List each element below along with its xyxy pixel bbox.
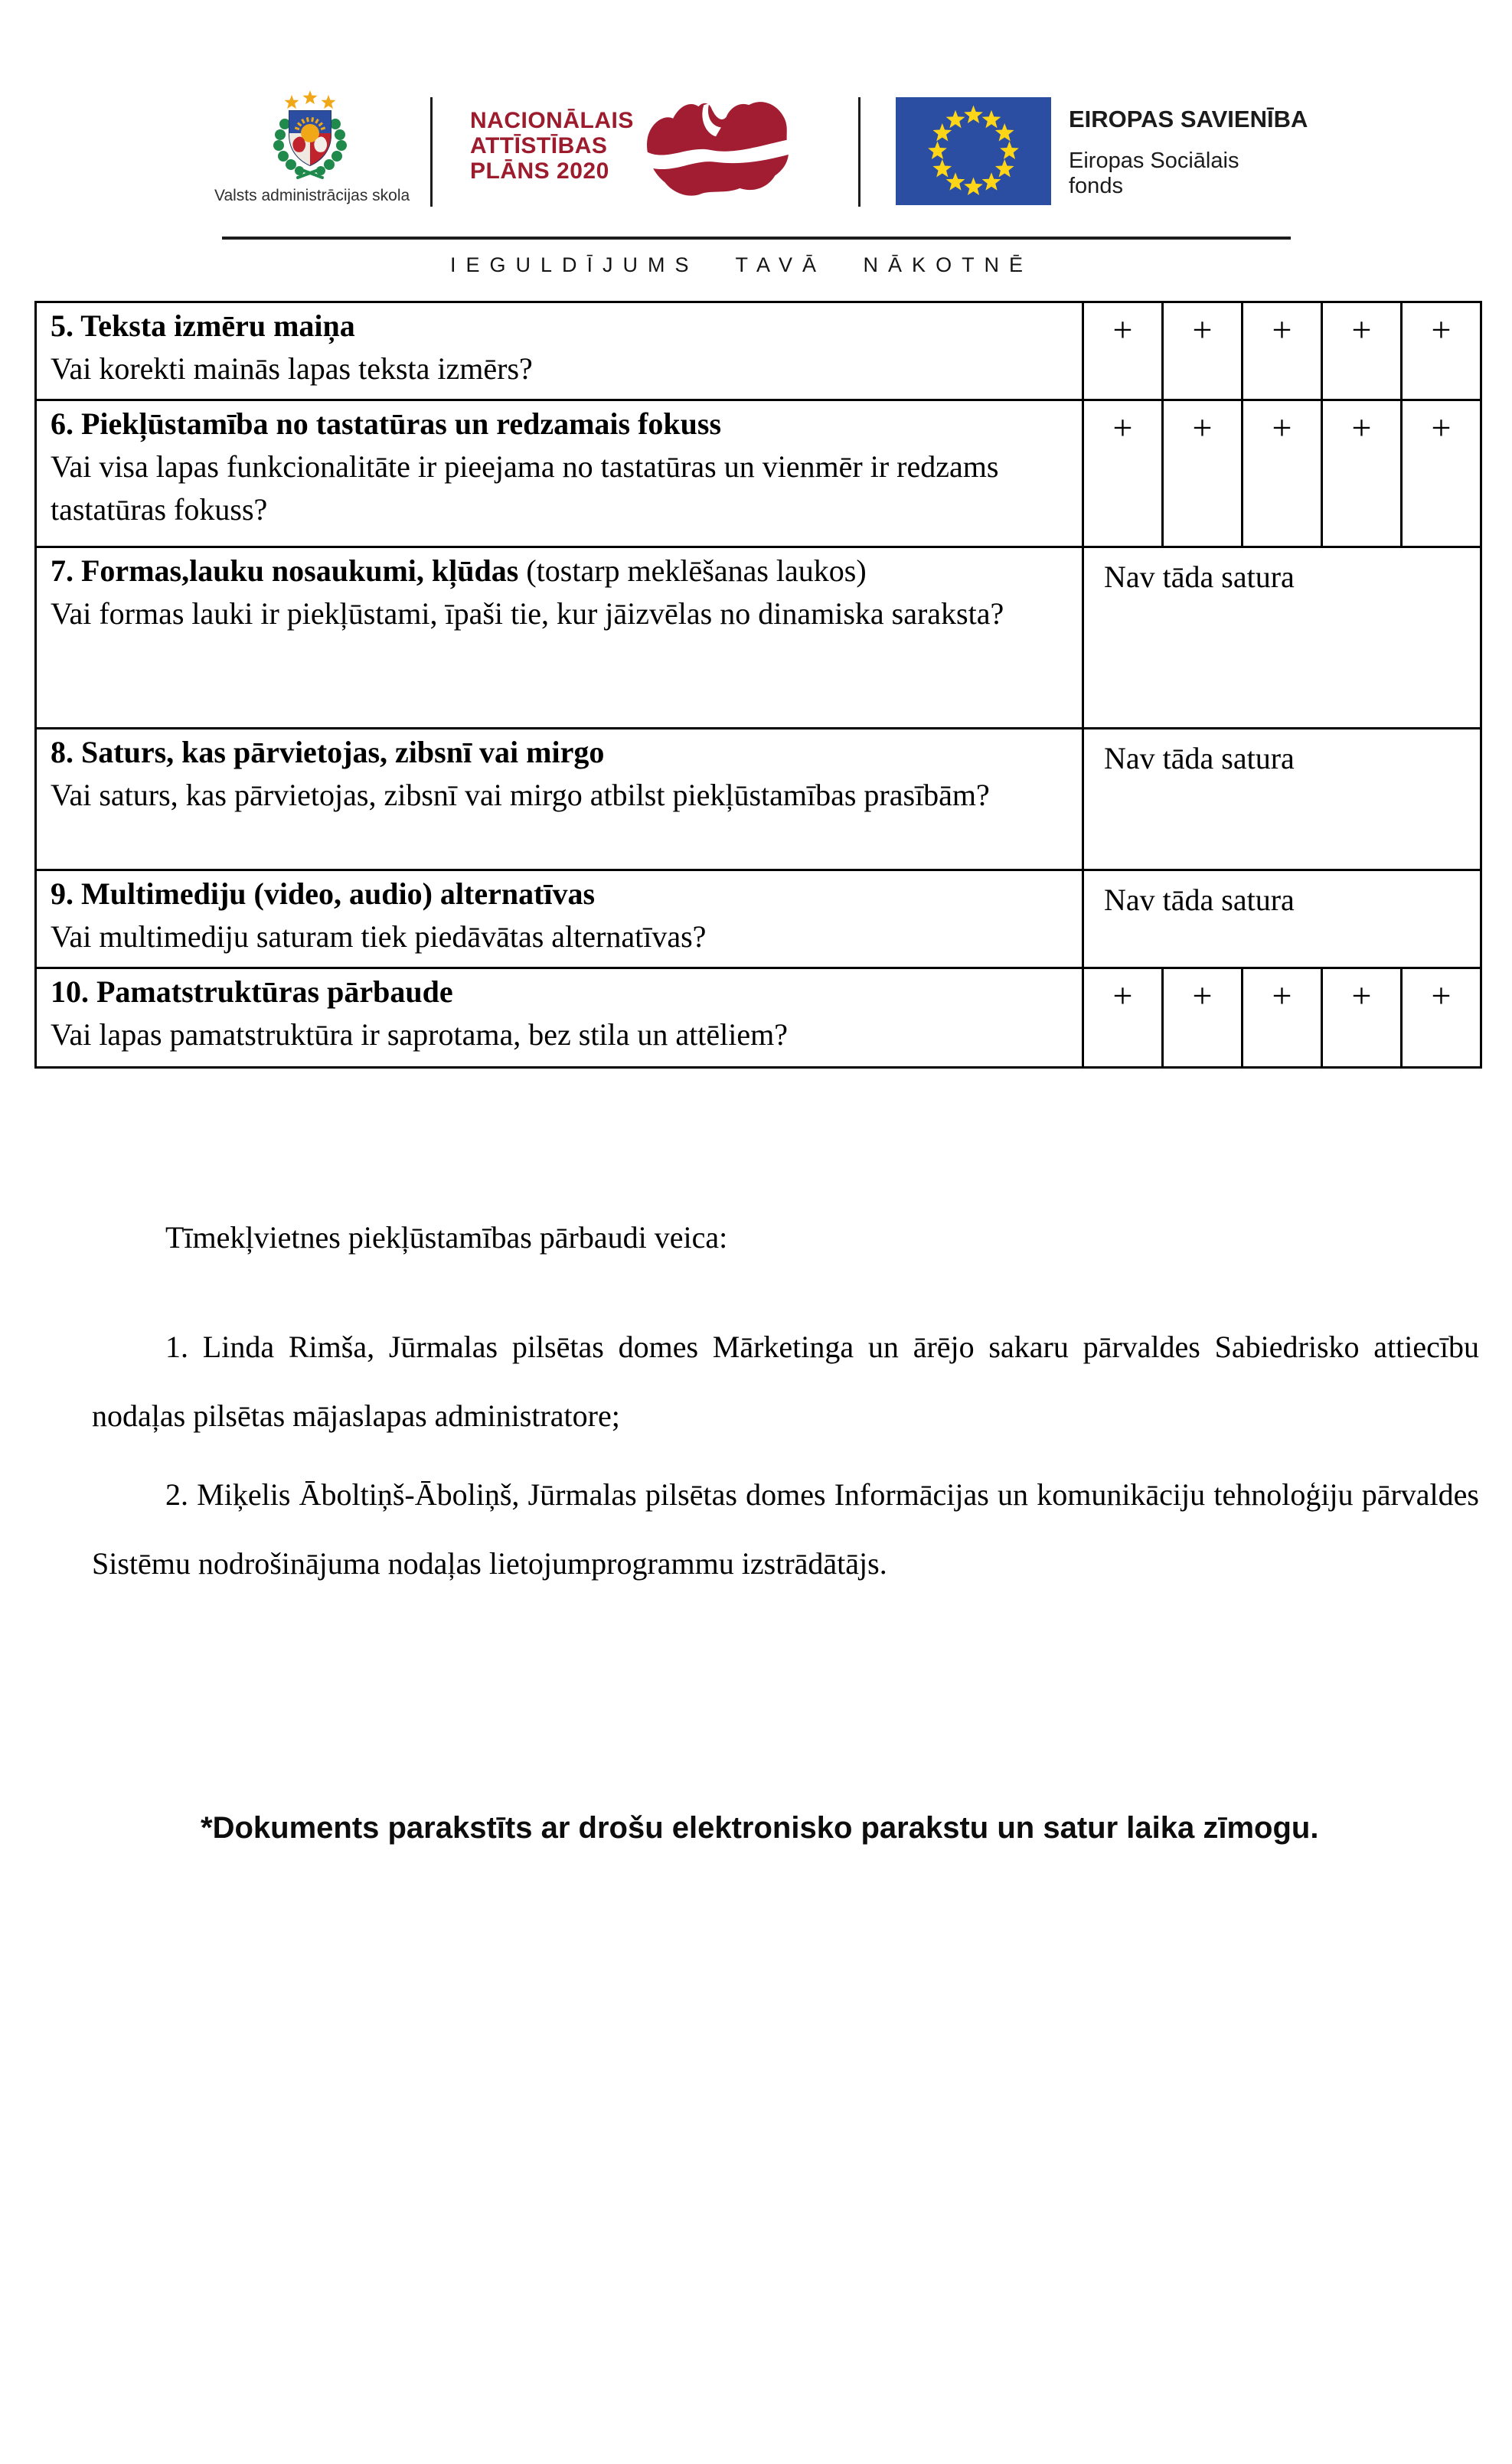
question-heading: 10. Pamatstruktūras pārbaude xyxy=(51,974,453,1009)
result-plus-cell: + xyxy=(1163,302,1243,400)
result-plus-cell: + xyxy=(1083,302,1163,400)
result-plus-cell: + xyxy=(1163,400,1243,547)
nap-line-1: NACIONĀLAIS xyxy=(470,108,634,133)
signature-note: *Dokuments parakstīts ar drošu elektronisko parakstu un satur laika zīmogu. xyxy=(201,1811,1319,1845)
motto: IEGULDĪJUMS TAVĀ NĀKOTNĒ xyxy=(450,253,1034,276)
result-plus-cell: + xyxy=(1322,302,1402,400)
question-desc: Vai multimediju saturam tiek piedāvātas alternatīvas? xyxy=(51,919,707,954)
vas-coat-of-arms-icon xyxy=(264,90,356,184)
question-heading-suffix: (tostarp meklēšanas laukos) xyxy=(518,553,867,588)
result-plus-cell: + xyxy=(1083,968,1163,1068)
logo-divider xyxy=(858,97,861,207)
accessibility-check-table xyxy=(34,301,1482,1069)
eu-subtitle-line1: Eiropas Sociālais xyxy=(1069,148,1239,173)
question-cell xyxy=(36,729,1083,870)
question-desc: Vai saturs, kas pārvietojas, zibsnī vai mirgo atbilst piekļūstamības prasībām? xyxy=(51,778,990,812)
result-plus-cell: + xyxy=(1243,400,1322,547)
logo-divider xyxy=(430,97,433,207)
question-heading: 8. Saturs, kas pārvietojas, zibsnī vai mirgo xyxy=(51,735,605,769)
table-row-5 xyxy=(36,302,1481,400)
reviewer-item-1: 1. Linda Rimša, Jūrmalas pilsētas domes Mārketinga un ārējo sakaru pārvaldes Sabiedrisko attiecību nodaļas pilsētas mājaslapas administratore; xyxy=(92,1330,1479,1433)
question-desc: Vai visa lapas funkcionalitāte ir pieejama no tastatūras un vienmēr ir redzams tastatūras fokuss? xyxy=(51,449,999,527)
nap-line-2: ATTĪSTĪBAS xyxy=(470,133,608,158)
result-plus-cell: + xyxy=(1243,968,1322,1068)
question-desc: Vai lapas pamatstruktūra ir saprotama, bez stila un attēliem? xyxy=(51,1017,788,1052)
latvia-map-icon xyxy=(642,90,792,205)
question-heading: 7. Formas,lauku nosaukumi, kļūdas xyxy=(51,553,519,588)
table-row-7 xyxy=(36,547,1481,729)
reviewer-item-2: 2. Miķelis Āboltiņš-Āboliņš, Jūrmalas pilsētas domes Informācijas un komunikāciju tehnoloģiju pārvaldes Sistēmu nodrošinājuma nodaļas lietojumprogrammu izstrādātājs. xyxy=(92,1477,1479,1581)
reviewers-intro: Tīmekļvietnes piekļūstamības pārbaudi veica: xyxy=(165,1220,728,1255)
question-heading: 5. Teksta izmēru maiņa xyxy=(51,308,355,343)
question-cell xyxy=(36,968,1083,1068)
result-plus-cell: + xyxy=(1402,400,1481,547)
header-rule xyxy=(222,237,1291,240)
eu-flag-icon xyxy=(896,97,1051,205)
result-text-cell: Nav tāda satura xyxy=(1083,547,1481,729)
question-cell xyxy=(36,400,1083,547)
question-heading: 9. Multimediju (video, audio) alternatīvas xyxy=(51,876,596,911)
table-row-8 xyxy=(36,729,1481,870)
eu-title: EIROPAS SAVIENĪBA xyxy=(1069,106,1308,132)
eu-subtitle-line2: fonds xyxy=(1069,174,1123,198)
nap2020-logo-text xyxy=(470,108,634,184)
result-plus-cell: + xyxy=(1322,968,1402,1068)
question-heading: 6. Piekļūstamība no tastatūras un redzamais fokuss xyxy=(51,406,722,441)
result-plus-cell: + xyxy=(1083,400,1163,547)
nap-line-3: PLĀNS 2020 xyxy=(470,158,609,184)
table-row-9 xyxy=(36,870,1481,968)
table-row-10 xyxy=(36,968,1481,1068)
result-text-cell: Nav tāda satura xyxy=(1083,729,1481,870)
vas-logo-caption: Valsts administrācijas skola xyxy=(214,187,410,204)
result-plus-cell: + xyxy=(1163,968,1243,1068)
question-cell xyxy=(36,302,1083,400)
question-cell xyxy=(36,870,1083,968)
question-desc: Vai formas lauki ir piekļūstami, īpaši tie, kur jāizvēlas no dinamiska saraksta? xyxy=(51,596,1004,631)
question-cell xyxy=(36,547,1083,729)
result-plus-cell: + xyxy=(1402,968,1481,1068)
result-plus-cell: + xyxy=(1322,400,1402,547)
result-plus-cell: + xyxy=(1402,302,1481,400)
table-row-6 xyxy=(36,400,1481,547)
result-text-cell: Nav tāda satura xyxy=(1083,870,1481,968)
question-desc: Vai korekti mainās lapas teksta izmērs? xyxy=(51,351,533,386)
result-plus-cell: + xyxy=(1243,302,1322,400)
